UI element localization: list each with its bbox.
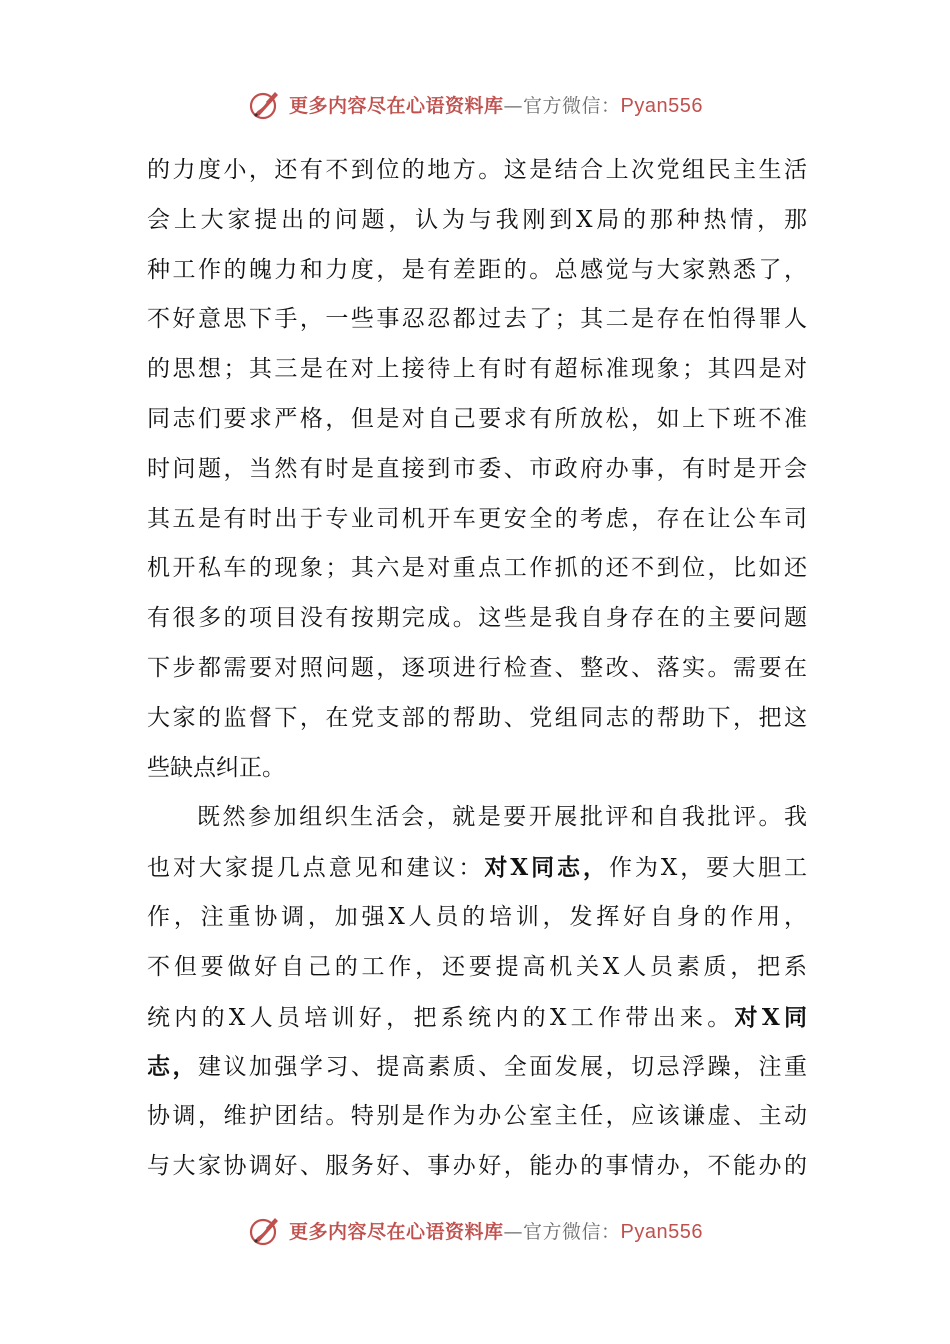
quill-logo-icon <box>247 1212 283 1248</box>
text-line <box>147 445 807 495</box>
text-run: 不好意思下手，一些事忍忍都过去了；其二是存在怕得罪人 <box>147 306 807 333</box>
text-line <box>147 594 807 644</box>
text-line <box>147 993 807 1043</box>
text-run: 的力度小，还有不到位的地方。这是结合上次党组民主生活 <box>147 157 807 183</box>
text-run: 不但要做好自己的工作，还要提高机关X人员素质，把系 <box>147 953 807 980</box>
text-run: 同志们要求严格，但是对自己要求有所放松，如上下班不准 <box>147 405 807 432</box>
text-line <box>147 793 807 843</box>
text-line <box>147 544 807 594</box>
text-run: 种工作的魄力和力度，是有差距的。总感觉与大家熟悉了， <box>147 256 807 283</box>
text-line <box>147 146 807 196</box>
text-run: 机开私车的现象；其六是对重点工作抓的还不到位，比如还 <box>147 555 807 582</box>
text-line <box>147 295 807 345</box>
text-line <box>147 744 807 794</box>
text-line <box>147 196 807 246</box>
text-run: 的思想；其三是在对上接待上有时有超标准现象；其四是对 <box>147 356 807 383</box>
bold-text-run: 志， <box>147 1053 198 1081</box>
text-line <box>147 1042 807 1092</box>
text-line <box>147 843 807 893</box>
text-run: 会上大家提出的问题，认为与我刚到X局的那种热情，那 <box>147 206 807 233</box>
text-line <box>147 644 807 694</box>
bold-text-run: 对X同志， <box>484 854 609 882</box>
text-line <box>147 1092 807 1142</box>
text-line <box>147 395 807 445</box>
text-run: 与大家协调好、服务好、事办好，能办的事情办，不能办的 <box>147 1152 807 1179</box>
text-line <box>147 893 807 943</box>
text-run: 大家的监督下，在党支部的帮助、党组同志的帮助下，把这 <box>147 704 807 731</box>
text-run: 下步都需要对照问题，逐项进行检查、整改、落实。需要在 <box>147 654 807 681</box>
text-line <box>147 943 807 993</box>
bold-text-run: 对X同 <box>734 1003 807 1031</box>
text-run: 有很多的项目没有按期完成。这些是我自身存在的主要问题 <box>147 605 807 632</box>
header-watermark <box>0 84 950 124</box>
text-line <box>147 246 807 296</box>
watermark-text: 更多内容尽在心语资料库—官方微信：Pyan556 <box>289 1220 703 1243</box>
text-run: 其五是有时出于专业司机开车更安全的考虑，存在让公车司 <box>147 505 807 532</box>
text-run: 协调，维护团结。特别是作为办公室主任，应该谦虚、主动 <box>147 1103 807 1130</box>
text-run: 既然参加组织生活会，就是要开展批评和自我批评。我 <box>197 804 807 831</box>
text-run: 统内的X人员培训好，把系统内的X工作带出来。 <box>147 1004 735 1031</box>
quill-logo-icon <box>247 86 283 122</box>
text-run: 时问题，当然有时是直接到市委、市政府办事，有时是开会 <box>147 455 807 482</box>
text-run: 作为X，要大胆工 <box>608 855 807 882</box>
watermark-text: 更多内容尽在心语资料库—官方微信：Pyan556 <box>289 94 703 117</box>
text-line <box>147 1142 807 1192</box>
text-line <box>147 495 807 545</box>
text-run: 作，注重协调，加强X人员的培训，发挥好自身的作用， <box>147 903 807 930</box>
text-run: 建议加强学习、提高素质、全面发展，切忌浮躁，注重 <box>197 1054 807 1081</box>
text-line <box>147 345 807 395</box>
text-run: 些缺点纠正。 <box>147 754 285 781</box>
footer-watermark <box>0 1210 950 1250</box>
text-run: 也对大家提几点意见和建议： <box>147 855 485 882</box>
document-body <box>147 146 807 1192</box>
text-line <box>147 694 807 744</box>
